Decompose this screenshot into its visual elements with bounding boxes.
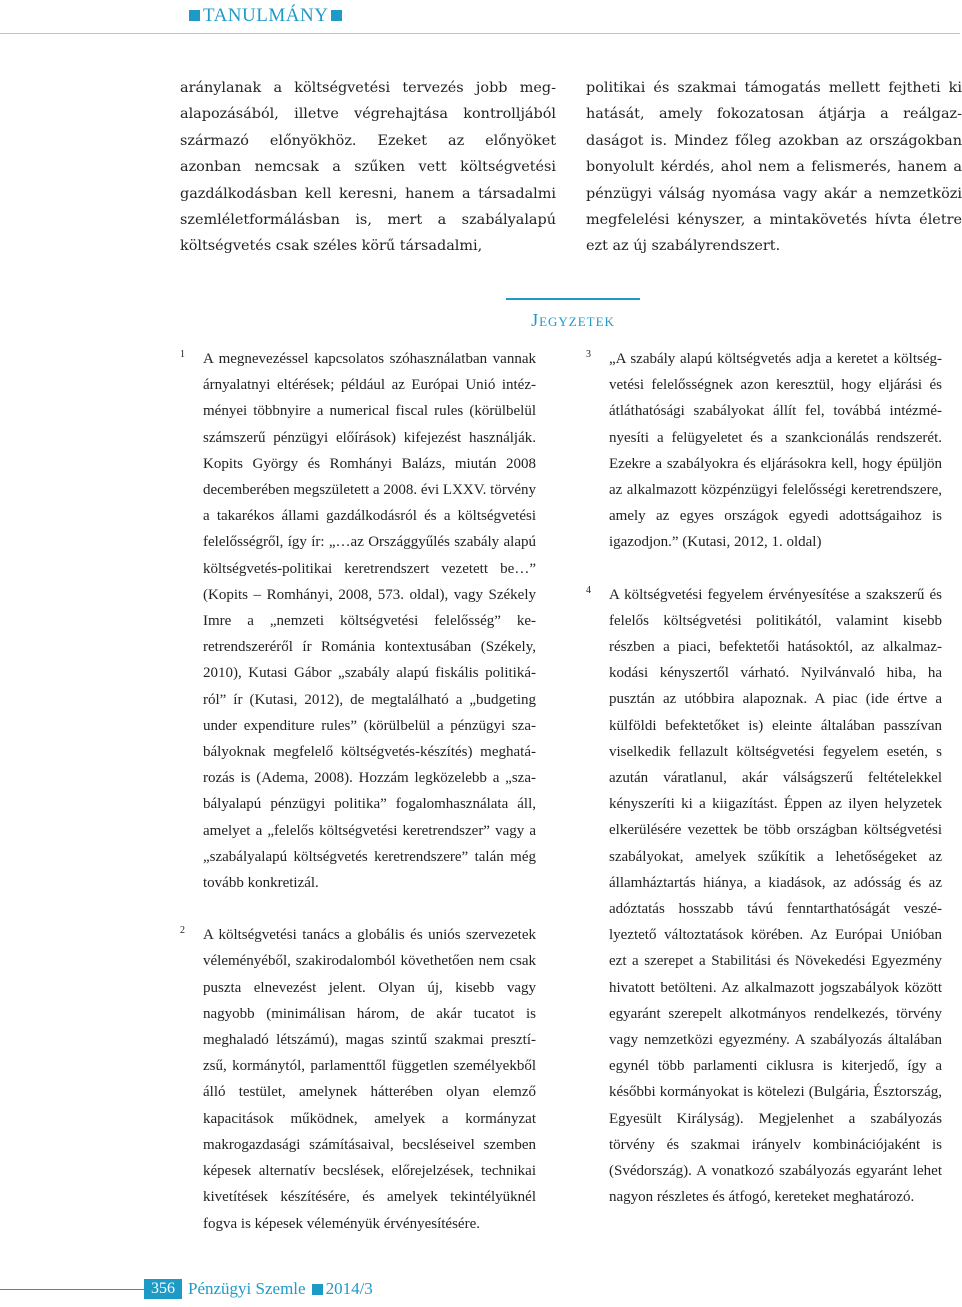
page-footer [144,1276,373,1302]
square-bullet-icon [331,10,342,21]
section-header [186,5,345,27]
footnote-number: 1 [180,349,185,360]
footnote-3 [586,346,942,556]
square-bullet-icon [189,10,200,21]
footnote-2 [180,922,536,1236]
body-text-left: aránylanak a költségvetési tervezés jobb megalapozásából, illetve végrehajtása kontrolljából származó előnyökhöz. Ezeket az előnyöket azonban nemcsak a szűken vett költségvetési gazdálkodásban kell keresni, hanem a társadalmi szemléletformálásban is, mert a szabályalapú költségvetés csak széles körű társadalmi, [180,80,556,255]
header-rule [0,33,960,34]
footnote-4 [586,582,942,1211]
body-text-right: politikai és szakmai támogatás mellett fejtheti ki hatását, amely fokozatosan átjárja a reálgazdaságot is. Mindez főleg azokban az országokban bonyolult kérdés, ahol nem a felismerés, hanem a pénzügyi válság nyomása vagy akár a nemzetközi megfelelési kényszer, a mintakövetés hívta életre ezt az új szabályrendszert. [586,80,962,255]
footnote-text: A költségvetési tanács a globális és uniós szervezetek véleményéből, szakirodalomból követhetően nem csak puszta elnevezést jelent. Olyan új, kisebb vagy nagyobb (minimálisan három, de akár tucatot is meghaladó létszámú), magas szintű szakmai presztízsű, kormánytól, parlamenttől független személyekből álló testület, amelynek hátterében olyan elemző kapacitások működnek, amelyek a kormányzat makrogazdasági számításaival, becsléseivel szemben képesek alternatív becslések, előrejelzések, technikai kivetítések készítésére, és amelyek tekintélyüknél fogva is képesek véleményük érvényesítésére. [203,927,536,1232]
footnote-number: 3 [586,349,591,360]
footnote-1 [180,346,536,896]
notes-column-left [180,346,536,1263]
section-title: TANULMÁNY [203,5,329,26]
footnote-text: A megnevezéssel kapcsolatos szóhasználatban vannak árnyalatnyi eltérések; például az Európai Unió intézményei többnyire a numerical fiscal rules (körülbelül számszerű pénzügyi előírások) kifejezést használják. Kopits György és Romhányi Balázs, miután 2008 decemberében megszületett a 2008. évi LXXV. törvény a takarékos állami gazdálkodásról és a költségvetési felelősségről, így ír: „…az Országgyűlés szabály alapú költségvetés-politikai keretrendszert vezetett be…” (Kopits – Romhányi, 2008, 573. oldal), vagy Székely Imre a „nemzeti költségvetési felelősség” keretrendszeréről ír Románia kontextusában (Székely, 2010), Kutasi Gábor „szabály alapú fiskális politikáról” ír (Kutasi, 2012), de megtalálható a „budgeting under expenditure rules” (körülbelül a pénzügyi szabályoknak megfelelő költségvetés-készítés) meghatározás is (Adema, 2008). Hozzám legközelebb a „szabályalapú pénzügyi politika” fogalomhasználata áll, amelyet a „felelős költségvetési keretrendszer” vagy a „szabályalapú költségvetés keretrendszere” talán még tovább konkretizál. [203,351,536,892]
square-bullet-icon [312,1284,323,1295]
footnote-number: 2 [180,925,185,937]
footnote-number: 4 [586,584,591,596]
issue-number: 2014/3 [325,1279,373,1298]
footer-rule [0,1289,144,1290]
footnote-text: A költségvetési fegyelem érvényesítése a szakszerű és felelős költségvetési politikától, valamint kisebb részben a piaci, befektetői hatásoktól, az alkalmazkodási kényszertől várható. Nyilvánvaló hiba, ha pusztán az utóbbira alapoznak. A piac (ide értve a külföldi befektetőket is) eleinte általában passzívan viselkedik fellazult költségvetési fegyelem esetén, s azután váratlanul, akár válságszerű feltételekkel kényszeríti ki a kiigazítást. Éppen az ilyen helyzetek elkerülésére vezettek be több országban költségvetési szabályokat, amelyek szűkítik a lehetőségeket az államháztartás hiánya, a kiadások, az adósság és az adóztatás hosszabb távú fenntarthatóságát veszélyeztető változtatások körében. Az Európai Unióban ezt a szerepet a Stabilitási és Növekedési Egyezmény hivatott betölteni. Az alkalmazott jogszabályok között egyaránt szerepelt alkotmányos rendelkezés, törvény vagy nemzetközi egyezmény. A szabályozás általában egynél több parlamenti ciklusra is kiterjedő, így a későbbi kormányokat is kötelezi (Bulgária, Észtország, Egyesült Királyság). Megjelenhet a szabályozás törvény és szakmai irányelv kombinációjaként is (Svédország). A vonatkozó szabályozás egyaránt lehet nagyon részletes és átfogó, kereteket meghatározó. [609,586,942,1206]
notes-title: Jegyzetek [531,310,615,330]
journal-name: Pénzügyi Szemle [188,1279,306,1298]
notes-column-right [586,346,942,1237]
footnote-text: „A szabály alapú költségvetés adja a keretet a költségvetési felelősségnek azon keresztül, hogy eljárási és átláthatósági szabályokat állít fel, továbbá intézményesíti a felügyeletet és a szankcionálás rendszerét. Ezekre a szabályokra és eljárásokra kell, hogy épüljön az alkalmazott közpénzügyi felelősségi keretrendszere, amely az egyes országok egyedi adottságaihoz is igazodjon.” (Kutasi, 2012, 1. oldal) [609,351,942,551]
notes-rule [506,298,640,300]
page-number: 356 [144,1279,182,1299]
